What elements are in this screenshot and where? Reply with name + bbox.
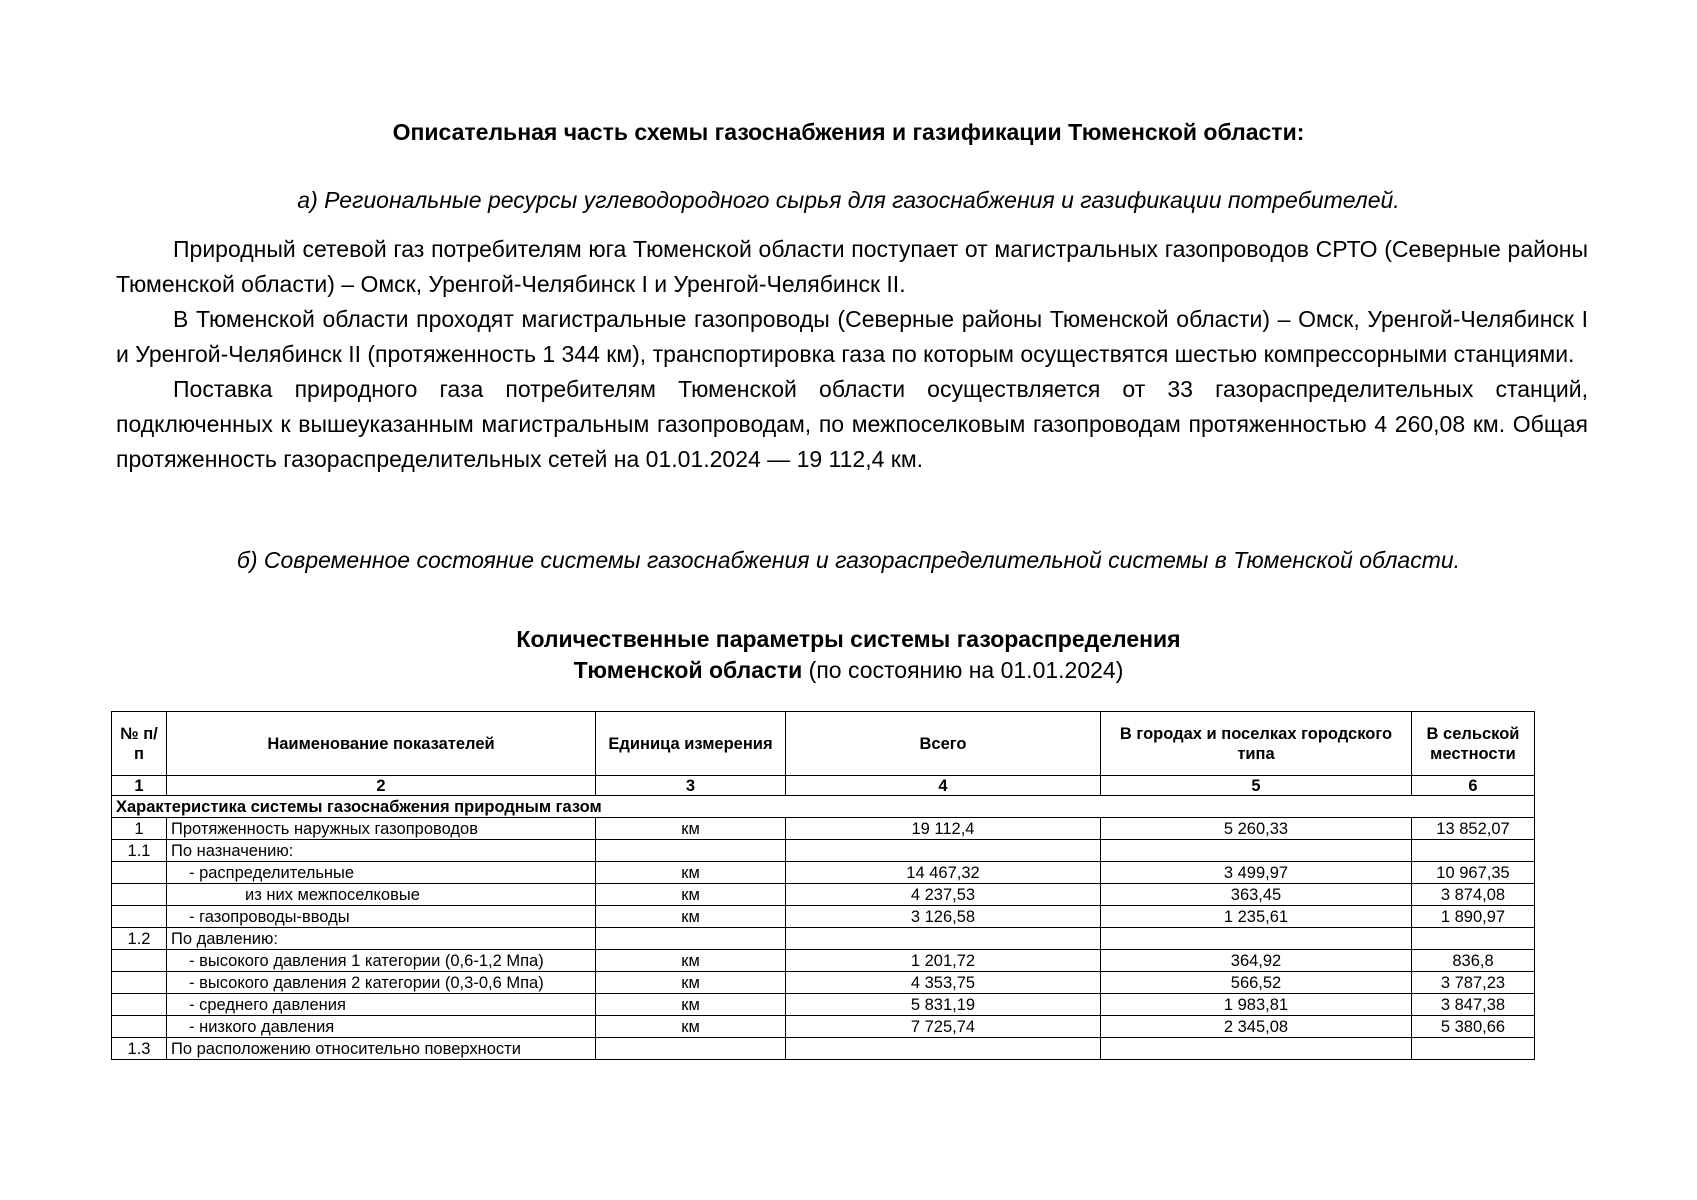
cell-num: 1.3	[112, 1038, 167, 1060]
table-caption-line1: Количественные параметры системы газораспределения	[516, 626, 1181, 652]
cell-total	[786, 1038, 1101, 1060]
cell-rural: 3 847,38	[1412, 994, 1535, 1016]
gas-parameters-table	[111, 711, 1535, 1060]
section-a-heading: а) Региональные ресурсы углеводородного сырья для газоснабжения и газификации потребителей.	[297, 187, 1400, 213]
paragraph-1: Природный сетевой газ потребителям юга Тюменской области поступает от магистральных газопроводов СРТО (Северные районы Тюменской области) – Омск, Уренгой-Челябинск I и Уренгой-Челябинск II.	[116, 236, 1588, 297]
cell-name: - среднего давления	[167, 994, 596, 1016]
cell-rural: 1 890,97	[1412, 906, 1535, 928]
cell-name: - газопроводы-вводы	[167, 906, 596, 928]
cell-unit: км	[596, 906, 786, 928]
cell-num	[112, 1016, 167, 1038]
cell-num	[112, 972, 167, 994]
section-title: Характеристика системы газоснабжения природным газом	[112, 796, 1535, 818]
cell-num	[112, 994, 167, 1016]
table-row	[112, 906, 1535, 928]
cell-unit	[596, 928, 786, 950]
cell-unit: км	[596, 994, 786, 1016]
cell-urban: 364,92	[1101, 950, 1412, 972]
cell-total: 4 353,75	[786, 972, 1101, 994]
cell-num	[112, 884, 167, 906]
table-row	[112, 840, 1535, 862]
col-number: 2	[167, 776, 596, 796]
cell-num	[112, 862, 167, 884]
table-row	[112, 972, 1535, 994]
cell-total: 7 725,74	[786, 1016, 1101, 1038]
cell-unit: км	[596, 884, 786, 906]
cell-unit	[596, 840, 786, 862]
cell-unit: км	[596, 972, 786, 994]
cell-rural: 3 787,23	[1412, 972, 1535, 994]
cell-unit: км	[596, 862, 786, 884]
cell-total	[786, 840, 1101, 862]
cell-rural: 10 967,35	[1412, 862, 1535, 884]
table-row	[112, 1016, 1535, 1038]
cell-rural	[1412, 928, 1535, 950]
table-caption-line2	[0, 655, 1697, 686]
table-row	[112, 928, 1535, 950]
cell-rural: 836,8	[1412, 950, 1535, 972]
table-caption-date: (по состоянию на 01.01.2024)	[802, 657, 1124, 683]
cell-num: 1	[112, 818, 167, 840]
cell-urban: 5 260,33	[1101, 818, 1412, 840]
cell-urban: 1 235,61	[1101, 906, 1412, 928]
cell-name: По давлению:	[167, 928, 596, 950]
cell-total	[786, 928, 1101, 950]
table-row	[112, 1038, 1535, 1060]
section-b-heading: б) Современное состояние системы газоснабжения и газораспределительной системы в Тюменской области.	[236, 547, 1461, 573]
cell-rural	[1412, 1038, 1535, 1060]
table-row	[112, 862, 1535, 884]
cell-rural: 13 852,07	[1412, 818, 1535, 840]
header-total: Всего	[786, 712, 1101, 776]
header-num: № п/п	[112, 712, 167, 776]
col-number: 6	[1412, 776, 1535, 796]
body-text	[116, 232, 1588, 477]
table-header-row	[112, 712, 1535, 776]
col-number: 5	[1101, 776, 1412, 796]
table-row	[112, 818, 1535, 840]
cell-unit: км	[596, 818, 786, 840]
paragraph-2: В Тюменской области проходят магистральные газопроводы (Северные районы Тюменской области) – Омск, Уренгой-Челябинск I и Уренгой-Челябинск II (протяженность 1 344 км), транспортировка газа по которым осуществятся шестью компрессорными станциями.	[116, 306, 1588, 367]
cell-num	[112, 950, 167, 972]
col-number: 1	[112, 776, 167, 796]
cell-num: 1.1	[112, 840, 167, 862]
cell-total: 14 467,32	[786, 862, 1101, 884]
section-row	[112, 796, 1535, 818]
cell-urban	[1101, 840, 1412, 862]
cell-unit: км	[596, 1016, 786, 1038]
cell-unit	[596, 1038, 786, 1060]
cell-name: По расположению относительно поверхности	[167, 1038, 596, 1060]
cell-urban	[1101, 1038, 1412, 1060]
cell-name: - высокого давления 1 категории (0,6-1,2 Мпа)	[167, 950, 596, 972]
column-number-row	[112, 776, 1535, 796]
cell-urban: 2 345,08	[1101, 1016, 1412, 1038]
cell-urban: 363,45	[1101, 884, 1412, 906]
table-row	[112, 994, 1535, 1016]
cell-name: - распределительные	[167, 862, 596, 884]
cell-total: 3 126,58	[786, 906, 1101, 928]
col-number: 3	[596, 776, 786, 796]
cell-name: из них межпоселковые	[167, 884, 596, 906]
col-number: 4	[786, 776, 1101, 796]
header-name: Наименование показателей	[167, 712, 596, 776]
cell-name: - высокого давления 2 категории (0,3-0,6 Мпа)	[167, 972, 596, 994]
cell-urban: 3 499,97	[1101, 862, 1412, 884]
cell-total: 1 201,72	[786, 950, 1101, 972]
cell-num	[112, 906, 167, 928]
table-row	[112, 884, 1535, 906]
cell-rural	[1412, 840, 1535, 862]
cell-num: 1.2	[112, 928, 167, 950]
table-caption	[0, 624, 1697, 686]
cell-unit: км	[596, 950, 786, 972]
cell-total: 19 112,4	[786, 818, 1101, 840]
cell-name: По назначению:	[167, 840, 596, 862]
table-row	[112, 950, 1535, 972]
cell-urban	[1101, 928, 1412, 950]
document-title: Описательная часть схемы газоснабжения и газификации Тюменской области:	[392, 119, 1305, 145]
header-urban: В городах и поселках городского типа	[1101, 712, 1412, 776]
cell-rural: 3 874,08	[1412, 884, 1535, 906]
cell-name: Протяженность наружных газопроводов	[167, 818, 596, 840]
cell-name: - низкого давления	[167, 1016, 596, 1038]
table-caption-region: Тюменской области	[573, 657, 803, 683]
cell-urban: 566,52	[1101, 972, 1412, 994]
header-rural: В сельской местности	[1412, 712, 1535, 776]
cell-urban: 1 983,81	[1101, 994, 1412, 1016]
paragraph-3: Поставка природного газа потребителям Тюменской области осуществляется от 33 газораспределительных станций, подключенных к вышеуказанным магистральным газопроводам, по межпоселковым газопроводам протяженностью 4 260,08 км. Общая протяженность газораспределительных сетей на 01.01.2024 — 19 112,4 км.	[116, 376, 1588, 472]
header-unit: Единица измерения	[596, 712, 786, 776]
cell-total: 4 237,53	[786, 884, 1101, 906]
cell-rural: 5 380,66	[1412, 1016, 1535, 1038]
cell-total: 5 831,19	[786, 994, 1101, 1016]
